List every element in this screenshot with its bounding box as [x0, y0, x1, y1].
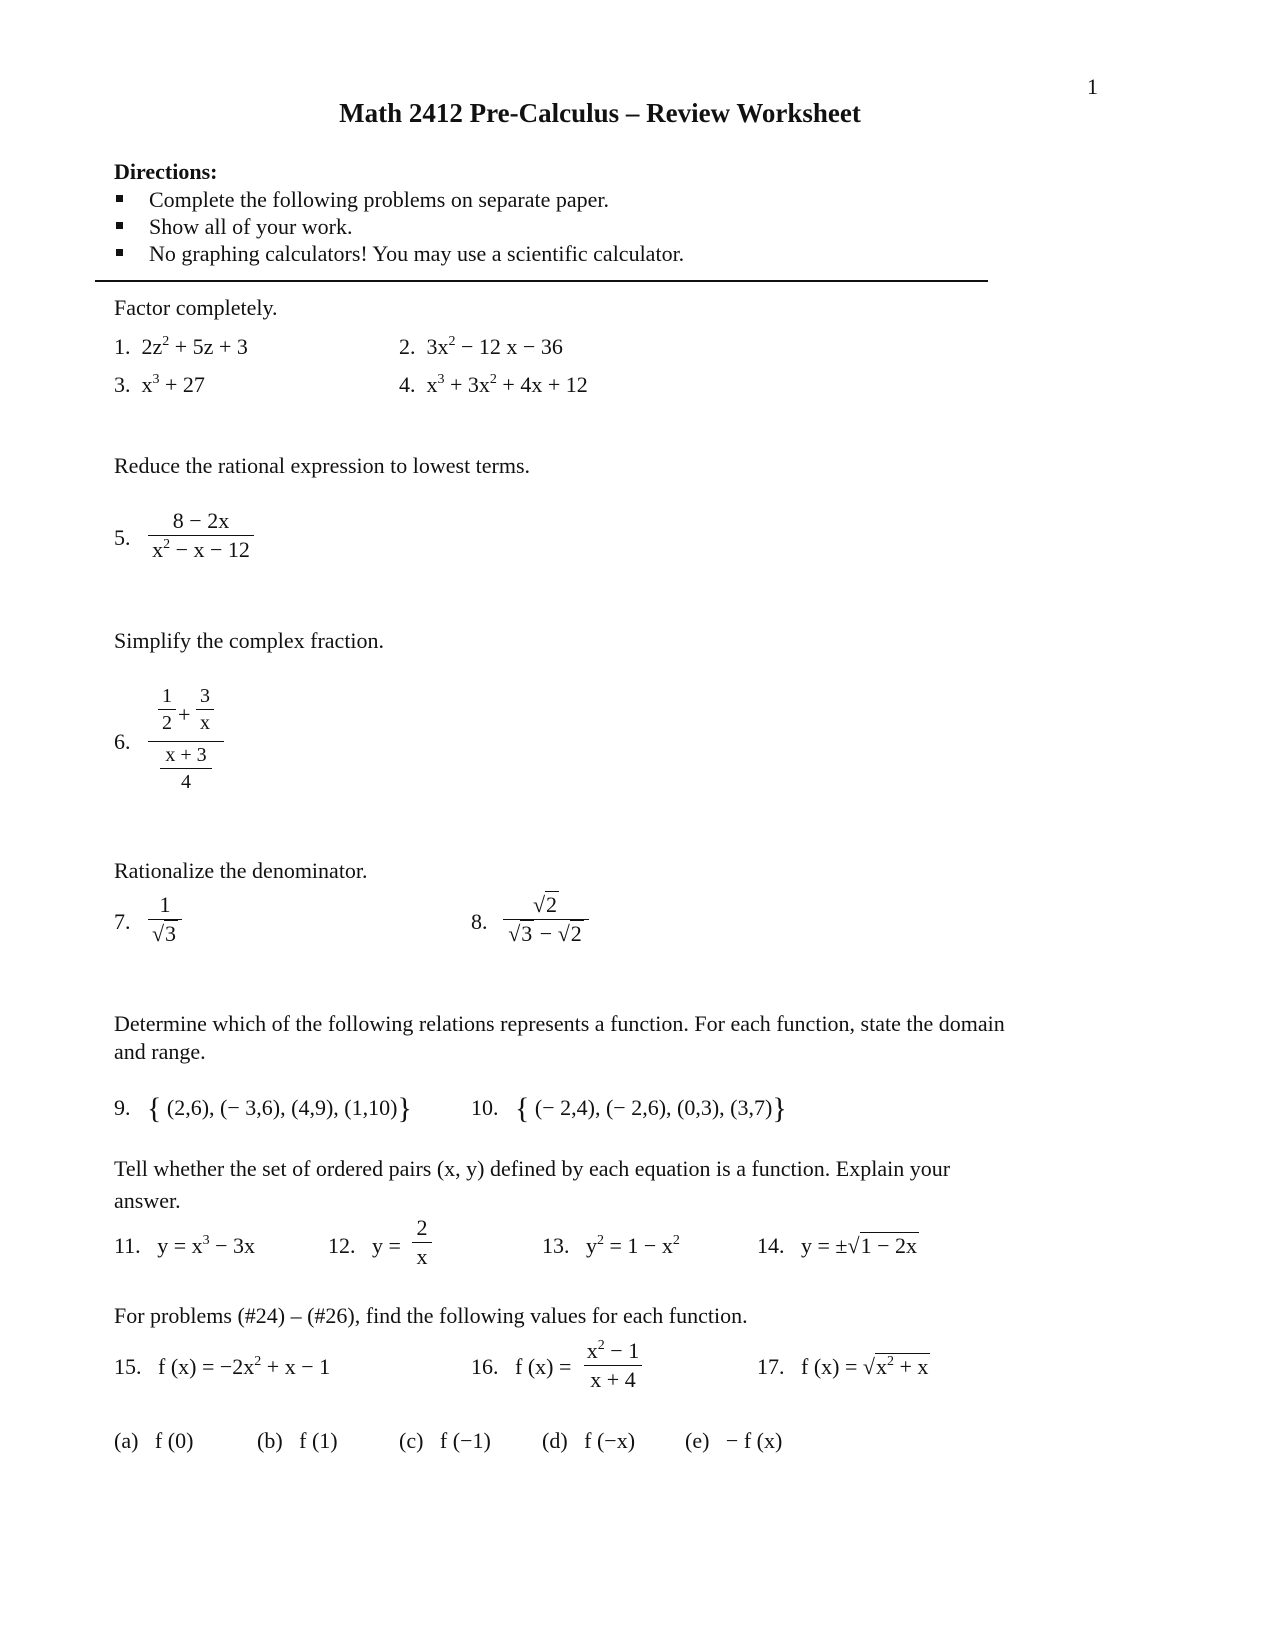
part-e: (e) − f (x) [685, 1428, 783, 1453]
denominator: √3 − √2 [508, 921, 582, 946]
denominator: x [200, 712, 210, 734]
main-fraction-bar [148, 741, 224, 742]
numerator: 1 [162, 685, 172, 707]
problem-1: 1. $2z^2 + 5z + 3$ [114, 334, 248, 359]
denominator: √3 [151, 921, 177, 946]
fraction-bar [412, 1242, 432, 1243]
fraction-bar [584, 1365, 642, 1366]
divider [95, 280, 988, 282]
numerator: 1 [159, 892, 171, 917]
direction-item: Complete the following problems on separate paper. [149, 187, 610, 212]
fraction-half [158, 686, 176, 733]
section-rationalize: Rationalize the denominator. [114, 858, 368, 883]
denominator: x + 4 [590, 1367, 636, 1392]
page-title: Math 2412 Pre-Calculus – Review Worksheet [339, 98, 861, 128]
fraction-bar [160, 768, 212, 769]
problem-16-label: 16. f (x) = [471, 1354, 572, 1379]
fraction-bar [158, 709, 176, 710]
problem-11: 11. $y = x^3 - 3x$ [114, 1233, 256, 1258]
part-b: (b) f (1) [257, 1428, 338, 1453]
numerator: √2 [532, 892, 558, 917]
plus-sign: + [178, 702, 191, 727]
section-factor: Factor completely. [114, 295, 278, 320]
numerator: 3 [200, 685, 210, 707]
denominator: $x^2 - x - 12$ [152, 537, 250, 562]
section-relations: Determine which of the following relations represents a function. For each function, state the domain [114, 1011, 1005, 1036]
denominator: 2 [162, 712, 172, 734]
section-ordered-pairs-line2: answer. [114, 1188, 181, 1213]
directions-heading: Directions: [114, 159, 218, 184]
problem-13: 13. $y^2 = 1 - x^2$ [542, 1233, 680, 1258]
problem-8-label: 8. [471, 909, 488, 934]
problem-3: 3. $x^3 + 27$ [114, 372, 205, 397]
problem-10: 10. { (− 2,4), (− 2,6), (0,3), (3,7)} [471, 1092, 787, 1125]
denominator: 4 [181, 771, 191, 793]
problem-15: 15. f $(x) = -2x^2 + x - 1$ [114, 1354, 331, 1379]
problem-2: 2. $3x^2 - 12$ x − 36 [399, 334, 563, 359]
problem-7-label: 7. [114, 909, 131, 934]
problem-9: 9. { (2,6), (− 3,6), (4,9), (1,10)} [114, 1092, 412, 1125]
problem-5-label: 5. [114, 525, 131, 550]
part-d: (d) f (−x) [542, 1428, 636, 1453]
section-relations-line2: and range. [114, 1039, 206, 1064]
page-number: 1 [1087, 74, 1098, 99]
problem-5-fraction [148, 510, 254, 561]
section-ordered-pairs: Tell whether the set of ordered pairs (x, y) defined by each equation is a function. Explain your [114, 1156, 951, 1181]
fraction-x-plus-3-over-4 [160, 745, 212, 792]
fraction-bar [148, 535, 254, 536]
denominator: x [416, 1244, 428, 1269]
part-a: (a) f (0) [114, 1428, 194, 1453]
problem-14: 14. y = ±√1 − 2x [757, 1233, 917, 1258]
problem-16-fraction [584, 1340, 642, 1391]
bullet-icon [116, 195, 123, 202]
numerator: x + 3 [165, 744, 207, 766]
section-reduce: Reduce the rational expression to lowest terms. [114, 453, 531, 478]
problem-4: 4. $x^3 + 3x^2 + 4x + 12$ [399, 372, 588, 397]
bullet-icon [116, 222, 123, 229]
direction-item: No graphing calculators! You may use a scientific calculator. [149, 241, 685, 266]
problem-17: 17. f $(x) = √x^2 + x$ [757, 1354, 929, 1379]
numerator: 8 − 2x [172, 508, 230, 533]
problem-12-label: 12. y = [328, 1233, 401, 1258]
direction-item: Show all of your work. [149, 214, 353, 239]
problem-6-label: 6. [114, 729, 131, 754]
problem-7-fraction [148, 894, 182, 945]
part-c: (c) f (−1) [399, 1428, 491, 1453]
bullet-icon [116, 249, 123, 256]
fraction-bar [196, 709, 214, 710]
fraction-three-over-x [196, 686, 214, 733]
numerator: $x^2 - 1$ [586, 1338, 640, 1363]
section-complex: Simplify the complex fraction. [114, 628, 385, 653]
section-values: For problems (#24) – (#26), find the following values for each function. [114, 1303, 748, 1328]
numerator: 2 [416, 1215, 428, 1240]
problem-8-fraction [503, 894, 589, 945]
problem-12-fraction [412, 1217, 432, 1268]
